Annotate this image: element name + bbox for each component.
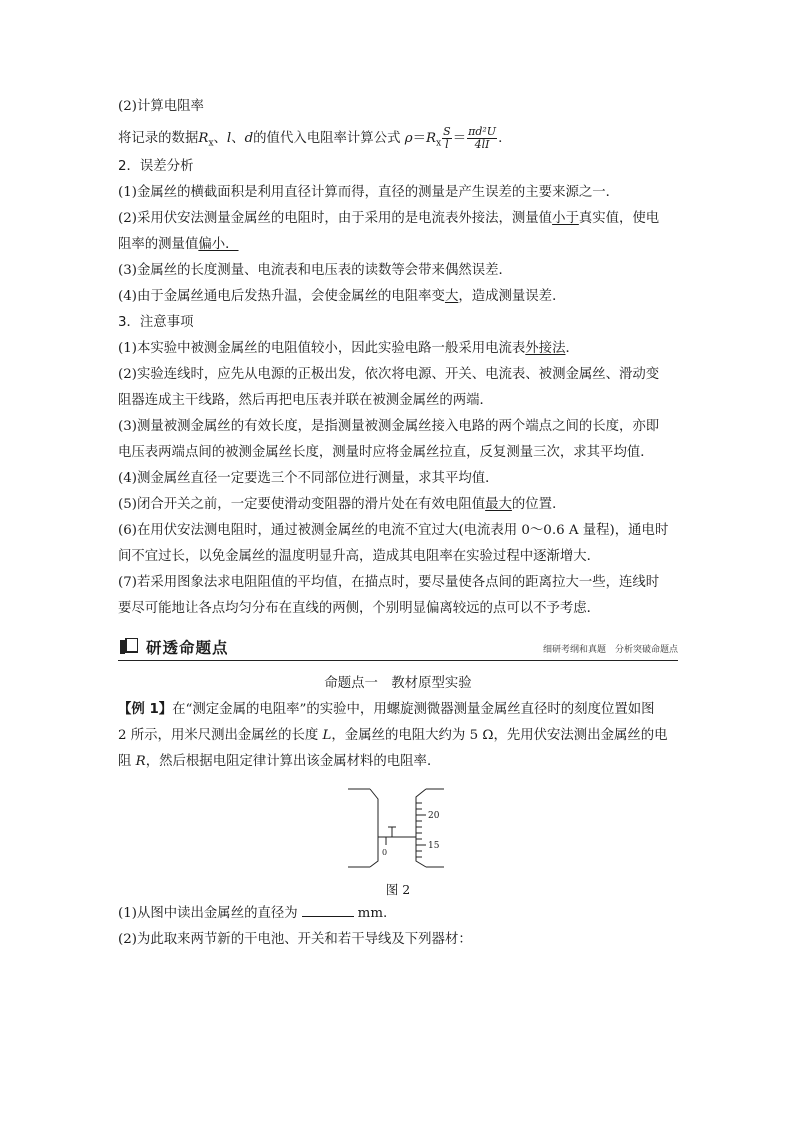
error-item-2-cont: 阻率的测量值偏小． bbox=[118, 237, 239, 252]
topic-title: 命题点一 教材原型实验 bbox=[324, 676, 472, 691]
resistivity-formula: 将记录的数据$R_x$、l、d的值代入电阻率计算公式 $\rho=R_x$ $\frac{S}{l}$ ＝ $\frac{\text{πd²U}}{4lI}$ . bbox=[118, 125, 503, 151]
note-item-3: (3)测量被测金属丝的有效长度，是指测量被测金属丝接入电路的两个端点之间的长度，亦即 bbox=[118, 419, 660, 434]
error-item-4: (4)由于金属丝通电后发热升温，会使金属丝的电阻率变大，造成测量误差． bbox=[118, 289, 566, 304]
note-item-7-cont: 要尽可能地让各点均匀分布在直线的两侧，个别明显偏离较远的点可以不予考虑． bbox=[118, 601, 601, 616]
question-1: (1)从图中读出金属丝的直径为 mm. bbox=[118, 906, 388, 921]
fraction-pi-d2u-over-4li: $\frac{\text{πd²U}}{4lI}$ bbox=[468, 125, 497, 151]
note-item-7: (7)若采用图象法求电阻阻值的平均值，在描点时，要尽量使各点间的距离拉大一些，连线时 bbox=[118, 575, 660, 590]
question-2: (2)为此取来两节新的干电池、开关和若干导线及下列器材： bbox=[118, 932, 472, 947]
error-item-1: (1)金属丝的横截面积是利用直径计算而得，直径的测量是产生误差的主要来源之一． bbox=[118, 185, 620, 200]
note-item-2-cont: 阻器连成主干线路，然后再把电压表并联在被测金属丝的两端． bbox=[118, 393, 493, 408]
banner-title: 研透命题点 bbox=[146, 639, 229, 657]
micrometer-figure bbox=[348, 783, 448, 897]
figure-caption: 图 2 bbox=[385, 882, 411, 897]
fraction-s-over-l: $\frac{S}{l}$ bbox=[443, 125, 451, 151]
note-item-6-cont: 间不宜过长，以免金属丝的温度明显升高，造成其电阻率在实验过程中逐渐增大． bbox=[118, 549, 601, 564]
micrometer-diagram bbox=[348, 783, 448, 875]
note-item-2: (2)实验连线时，应先从电源的正极出发，依次将电源、开关、电流表、被测金属丝、滑动变 bbox=[118, 367, 660, 382]
page-body bbox=[118, 92, 678, 951]
example-line-3: 阻 R，然后根据电阻定律计算出该金属材料的电阻率． bbox=[118, 754, 441, 769]
note-item-4: (4)测金属丝直径一定要选三个不同部位进行测量，求其平均值． bbox=[118, 471, 499, 486]
banner-subtitle: 细研考纲和真题 分析突破命题点 bbox=[542, 645, 678, 655]
example-label: 【例 1】 bbox=[118, 702, 173, 717]
note-item-1: (1)本实验中被测金属丝的电阻值较小，因此实验电路一般采用电流表外接法． bbox=[118, 341, 579, 356]
book-icon bbox=[120, 638, 138, 654]
tick-label-20: 20 bbox=[428, 811, 440, 821]
note-item-3-cont: 电压表两端点间的被测金属丝长度，测量时应将金属丝拉直，反复测量三次，求其平均值． bbox=[118, 445, 654, 460]
example-line-2: 2 所示，用米尺测出金属丝的长度 L，金属丝的电阻大约为 5 Ω，先用伏安法测出金属丝的电 bbox=[118, 728, 668, 743]
answer-blank[interactable] bbox=[302, 904, 354, 917]
example-line-1: 【例 1】在“测定金属的电阻率”的实验中，用螺旋测微器测量金属丝直径时的刻度位置如图 bbox=[118, 702, 655, 717]
error-analysis-heading: 2．误差分析 bbox=[118, 159, 194, 174]
section-banner bbox=[118, 634, 678, 661]
error-item-2: (2)采用伏安法测量金属丝的电阻时，由于采用的是电流表外接法，测量值小于真实值，使电 bbox=[118, 211, 660, 226]
tick-label-15: 15 bbox=[428, 841, 440, 851]
note-item-6: (6)在用伏安法测电阻时，通过被测金属丝的电流不宜过大(电流表用 0～0.6 A 量程)，通电时 bbox=[118, 523, 669, 538]
error-item-3: (3)金属丝的长度测量、电流表和电压表的读数等会带来偶然误差． bbox=[118, 263, 512, 278]
note-item-5: (5)闭合开关之前，一定要使滑动变阻器的滑片处在有效电阻值最大的位置． bbox=[118, 497, 566, 512]
tick-label-0: 0 bbox=[382, 848, 388, 857]
resistivity-calc-heading: (2)计算电阻率 bbox=[118, 99, 204, 114]
notes-heading: 3．注意事项 bbox=[118, 315, 194, 330]
